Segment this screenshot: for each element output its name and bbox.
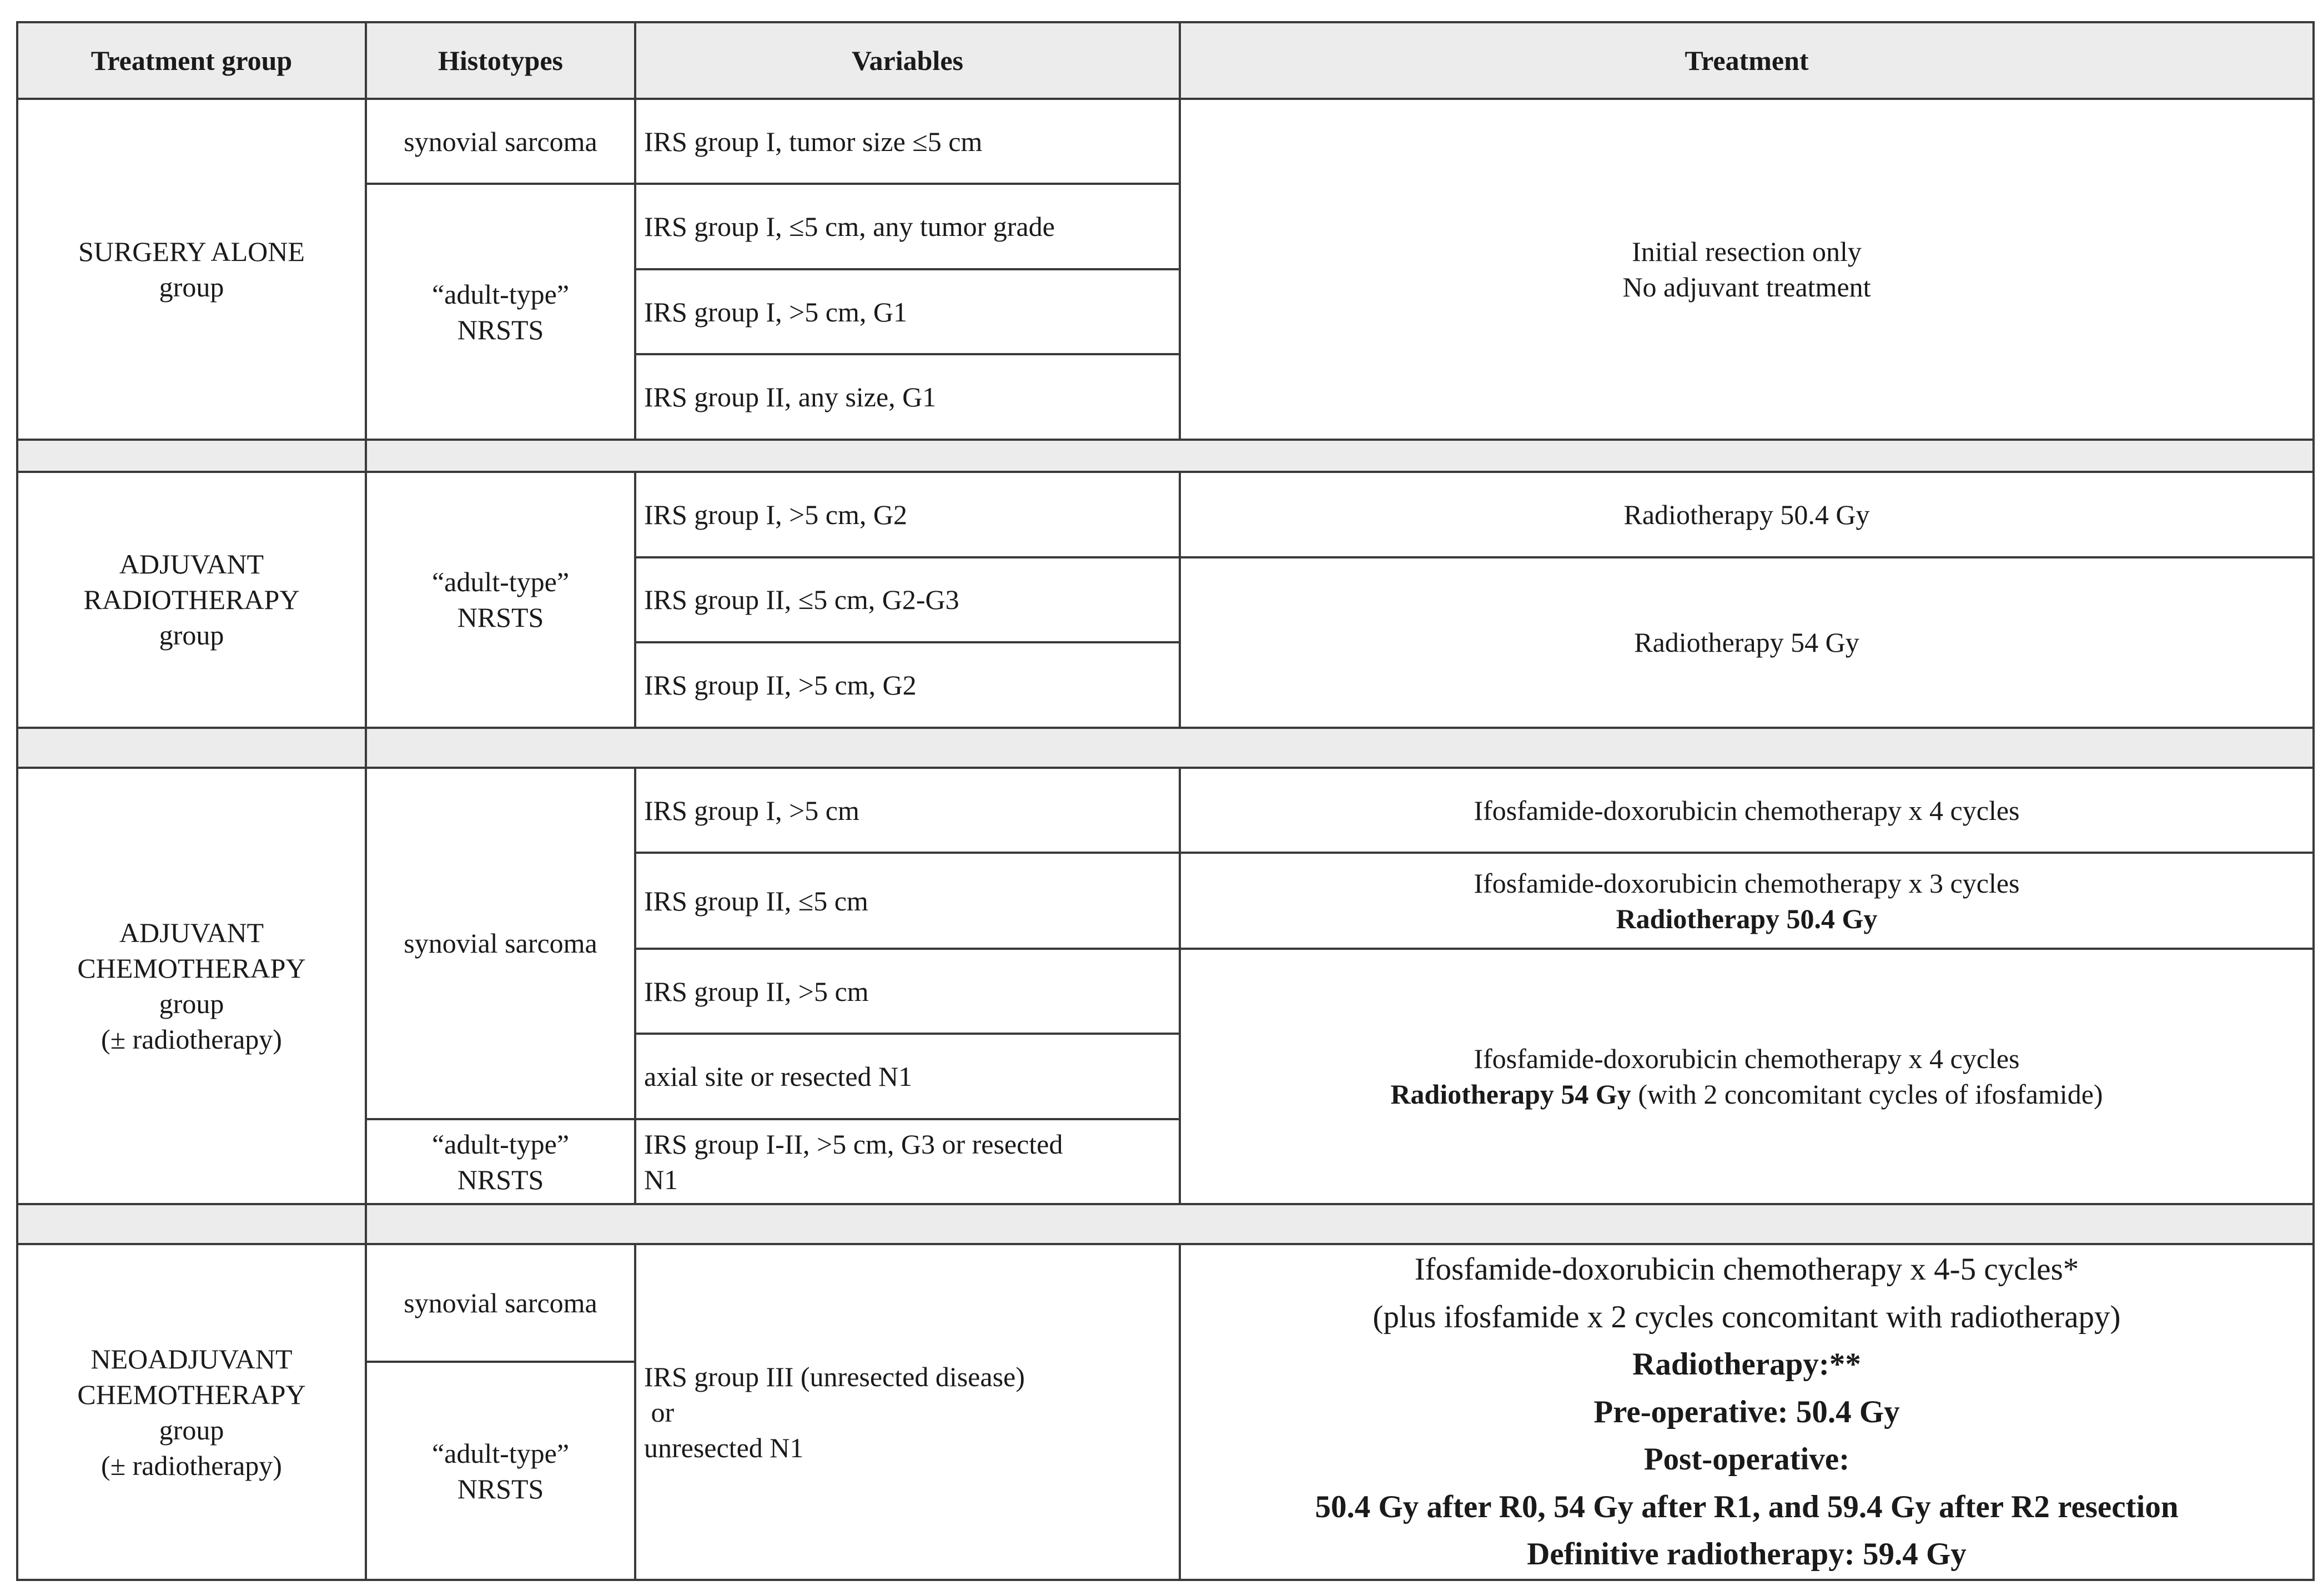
adjuvant-rt-var-2: IRS group II, ≤5 cm, G2-G3 [635, 557, 1180, 642]
adjuvant-ct-var-1: IRS group I, >5 cm [635, 768, 1180, 853]
adjuvant-rt-group-line2: RADIOTHERAPY [83, 584, 300, 616]
adjuvant-ct-var-5-line2: N1 [644, 1164, 678, 1195]
neoadjuvant-treatment-line7: Definitive radiotherapy: 59.4 Gy [1527, 1537, 1967, 1572]
neoadjuvant-treatment [1180, 1244, 2314, 1580]
adjuvant-rt-var-1: IRS group I, >5 cm, G2 [635, 472, 1180, 557]
adjuvant-ct-group-line1: ADJUVANT [119, 917, 264, 949]
surgery-hist-synovial: synovial sarcoma [366, 99, 635, 184]
neoadjuvant-hist-synovial: synovial sarcoma [366, 1244, 635, 1362]
adjuvant-ct-hist-adult-line2: NRSTS [457, 1164, 544, 1195]
separator-row [17, 728, 2314, 768]
adjuvant-ct-var-5-line1: IRS group I-II, >5 cm, G3 or resected [644, 1128, 1063, 1160]
surgery-treatment-line2: No adjuvant treatment [1622, 271, 1871, 303]
table-row [17, 768, 2314, 853]
separator-cell [17, 440, 366, 472]
adjuvant-ct-treatment-3 [1180, 949, 2314, 1204]
surgery-group-label: SURGERY ALONE [78, 235, 305, 267]
adjuvant-rt-group-cell [17, 472, 366, 727]
header-histotypes: Histotypes [366, 22, 635, 99]
adjuvant-ct-treatment-2-line2: Radiotherapy 50.4 Gy [1616, 903, 1878, 934]
adjuvant-rt-group-line3: group [159, 620, 224, 651]
adjuvant-ct-treatment-3-bold: Radiotherapy 54 Gy [1390, 1079, 1631, 1110]
adjuvant-ct-var-3: IRS group II, >5 cm [635, 949, 1180, 1034]
table-row [17, 99, 2314, 184]
surgery-group-cell [17, 99, 366, 440]
separator-cell [366, 440, 2314, 472]
adjuvant-ct-treatment-3-line1: Ifosfamide-doxorubicin chemotherapy x 4 cycles [1474, 1043, 2020, 1075]
neoadjuvant-var-line3: unresected N1 [644, 1432, 804, 1463]
adjuvant-ct-hist-adult-line1: “adult-type” [431, 1128, 570, 1160]
neoadjuvant-group-line1: NEOADJUVANT [90, 1343, 293, 1375]
neoadjuvant-treatment-line2: (plus ifosfamide x 2 cycles concomitant with radiotherapy) [1372, 1299, 2121, 1335]
surgery-hist-adult [366, 184, 635, 439]
neoadjuvant-treatment-line3: Radiotherapy:** [1632, 1347, 1861, 1382]
adjuvant-ct-group-line4: (± radiotherapy) [101, 1024, 282, 1055]
adjuvant-ct-treatment-3-line2 [1189, 1076, 2305, 1112]
neoadjuvant-hist-adult-line1: “adult-type” [431, 1437, 570, 1469]
neoadjuvant-treatment-line5: Post-operative: [1643, 1442, 1850, 1477]
separator-cell [17, 728, 366, 768]
adjuvant-rt-hist-line1: “adult-type” [431, 566, 570, 598]
adjuvant-rt-group-line1: ADJUVANT [119, 548, 264, 580]
surgery-var-1: IRS group I, tumor size ≤5 cm [635, 99, 1180, 184]
neoadjuvant-var [635, 1244, 1180, 1580]
adjuvant-rt-hist-line2: NRSTS [457, 602, 544, 633]
neoadjuvant-treatment-line1: Ifosfamide-doxorubicin chemotherapy x 4-5 cycles* [1414, 1252, 2079, 1287]
surgery-var-4: IRS group II, any size, G1 [635, 354, 1180, 439]
header-treatment-group: Treatment group [17, 22, 366, 99]
separator-cell [366, 1204, 2314, 1244]
table-row [17, 1244, 2314, 1362]
surgery-hist-adult-line1: “adult-type” [431, 278, 570, 310]
adjuvant-ct-treatment-2-line1: Ifosfamide-doxorubicin chemotherapy x 3 cycles [1474, 867, 2020, 899]
header-treatment: Treatment [1180, 22, 2314, 99]
table-row [17, 472, 2314, 557]
neoadjuvant-hist-adult [366, 1362, 635, 1580]
separator-cell [17, 1204, 366, 1244]
adjuvant-ct-hist-synovial: synovial sarcoma [366, 768, 635, 1119]
surgery-var-2: IRS group I, ≤5 cm, any tumor grade [635, 184, 1180, 269]
treatment-table [16, 21, 2315, 1581]
separator-row [17, 1204, 2314, 1244]
adjuvant-ct-treatment-2 [1180, 853, 2314, 949]
surgery-treatment [1180, 99, 2314, 440]
surgery-group-sublabel: group [159, 271, 224, 303]
adjuvant-ct-var-5 [635, 1119, 1180, 1204]
header-variables: Variables [635, 22, 1180, 99]
adjuvant-ct-group-line2: CHEMOTHERAPY [77, 953, 306, 984]
adjuvant-rt-var-3: IRS group II, >5 cm, G2 [635, 642, 1180, 727]
surgery-var-3: IRS group I, >5 cm, G1 [635, 269, 1180, 354]
neoadjuvant-treatment-line6: 50.4 Gy after R0, 54 Gy after R1, and 59.4 Gy after R2 resection [1315, 1489, 2179, 1524]
adjuvant-rt-treatment-2: Radiotherapy 54 Gy [1180, 557, 2314, 728]
adjuvant-ct-treatment-1: Ifosfamide-doxorubicin chemotherapy x 4 cycles [1180, 768, 2314, 853]
separator-row [17, 440, 2314, 472]
neoadjuvant-treatment-line4: Pre-operative: 50.4 Gy [1593, 1394, 1900, 1429]
neoadjuvant-var-line1: IRS group III (unresected disease) [644, 1361, 1025, 1392]
adjuvant-ct-var-2: IRS group II, ≤5 cm [635, 853, 1180, 949]
neoadjuvant-group-line4: (± radiotherapy) [101, 1449, 282, 1481]
adjuvant-rt-hist-adult [366, 472, 635, 727]
adjuvant-ct-hist-adult [366, 1119, 635, 1204]
neoadjuvant-group-cell [17, 1244, 366, 1580]
neoadjuvant-group-line3: group [159, 1414, 224, 1446]
separator-cell [366, 728, 2314, 768]
neoadjuvant-group-line2: CHEMOTHERAPY [77, 1378, 306, 1410]
adjuvant-ct-var-4: axial site or resected N1 [635, 1034, 1180, 1119]
neoadjuvant-hist-adult-line2: NRSTS [457, 1473, 544, 1504]
adjuvant-rt-treatment-1: Radiotherapy 50.4 Gy [1180, 472, 2314, 557]
adjuvant-ct-group-line3: group [159, 988, 224, 1020]
neoadjuvant-var-line2: or [644, 1396, 675, 1428]
adjuvant-ct-group-cell [17, 768, 366, 1204]
adjuvant-ct-treatment-3-rest: (with 2 concomitant cycles of ifosfamide) [1631, 1079, 2103, 1110]
surgery-treatment-line1: Initial resection only [1632, 235, 1862, 267]
surgery-hist-adult-line2: NRSTS [457, 314, 544, 345]
header-row [17, 22, 2314, 99]
